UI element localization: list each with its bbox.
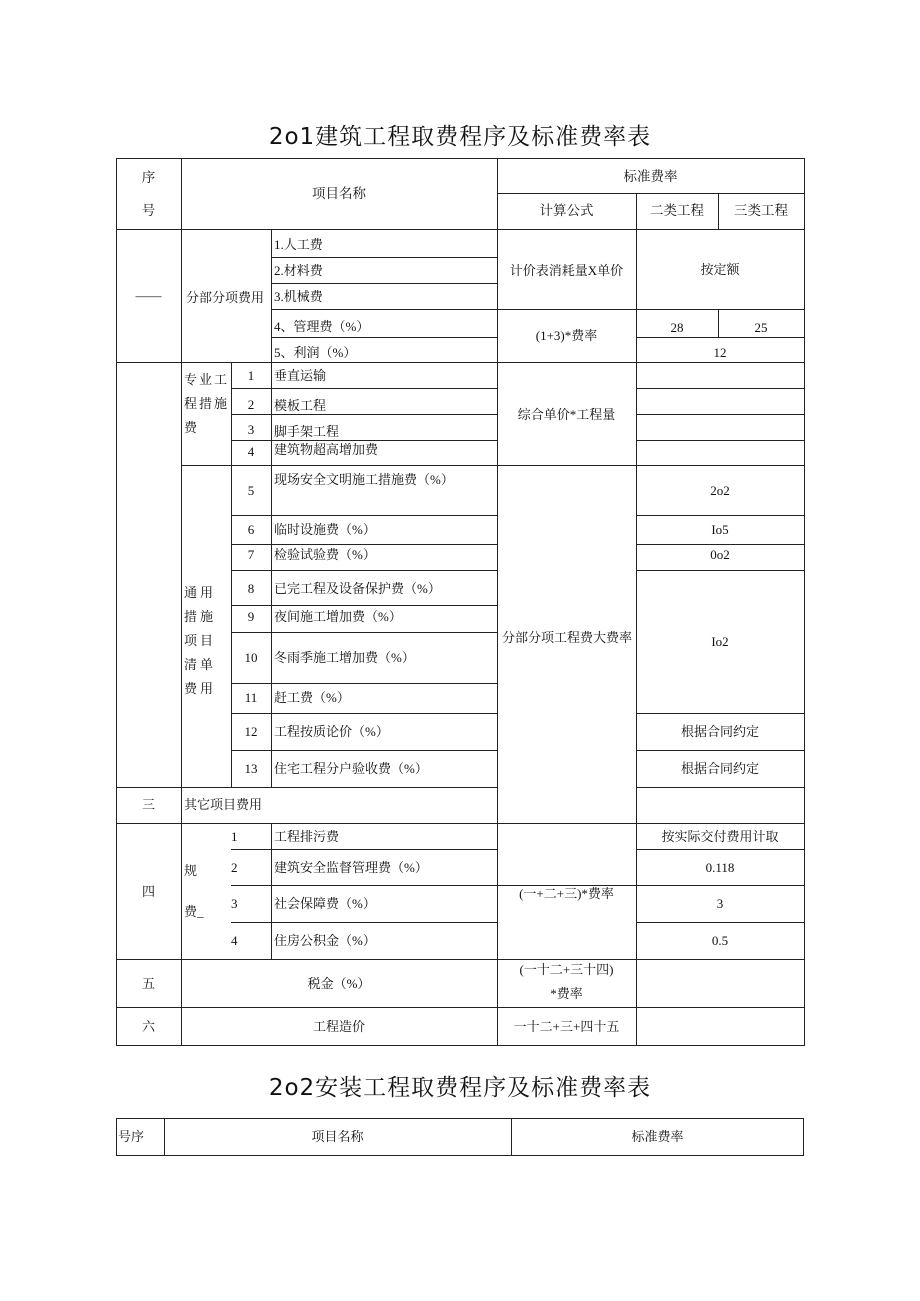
row13-no: 13 [244,761,258,776]
section1-formula-a: 计价表消耗量X单价 [509,263,624,278]
header-formula: 计算公式 [539,203,594,219]
section3-name: 其它项目费用 [184,797,263,812]
s4-row2-no: 2 [231,860,238,875]
row4-no: 4 [247,444,255,459]
section5-formula-line1: (一十二+三十四) [519,962,614,977]
section2-group-a: 专业工程措施费 [184,372,230,435]
row8-name: 已完工程及设备保护费（%） [274,581,441,596]
section5-formula-line2: *费率 [550,986,583,1001]
section1-item-mgmt: 4、管理费（%） [274,319,370,334]
s4-row3-rate: 3 [716,896,724,911]
header-seq-line1: 序 [141,170,156,186]
row5-name: 现场安全文明施工措施费（%） [274,472,454,487]
row5-no: 5 [247,483,255,498]
row4-name: 建筑物超高增加费 [274,442,379,457]
header-std-rate: 标准费率 [623,169,678,185]
row12-name: 工程按质论价（%） [274,724,389,739]
s4-row2-name: 建筑安全监督管理费（%） [274,860,428,875]
s4-row3-no: 3 [231,896,238,911]
table2-std-rate: 标准费率 [631,1129,684,1144]
row13-name: 住宅工程分户验收费（%） [274,761,428,776]
row8-no: 8 [247,581,255,596]
row6-no: 6 [247,522,255,537]
row11-name: 赶工费（%） [274,690,350,705]
section2-formula-a: 综合单价*工程量 [517,407,616,422]
header-item-name: 项目名称 [312,186,366,202]
table2-seq: 号序 [118,1129,145,1144]
s4-row4-name: 住房公积金（%） [274,933,376,948]
section1-mgmt-class2: 28 [670,320,684,335]
row11-no: 11 [244,690,258,705]
section1-item-labor: 1.人工费 [274,237,323,252]
section1-seq: —— [135,288,162,303]
section1-profit: 12 [713,345,727,360]
section1-formula-b: (1+3)*费率 [535,328,598,343]
row2-name: 模板工程 [274,398,327,413]
row1-name: 垂直运输 [274,368,327,383]
s4-row2-rate: 0.118 [705,860,735,875]
row12-rate: 根据合同约定 [680,724,759,739]
row6-rate: Io5 [711,522,729,537]
row5-rate: 2o2 [710,483,730,498]
row7-rate: 0o2 [710,547,730,562]
section3-seq: 三 [141,797,155,812]
row3-no: 3 [247,422,255,437]
header-class3: 三类工程 [734,203,788,219]
section4-formula: (一+二+三)*费率 [519,886,614,901]
s4-row4-no: 4 [231,933,238,948]
rows8-11-rate: Io2 [711,634,729,649]
section5-seq: 五 [141,976,155,991]
row2-no: 2 [247,397,255,412]
row12-no: 12 [244,724,258,739]
row10-name: 冬雨季施工增加费（%） [274,650,415,665]
section1-mgmt-class3: 25 [754,320,768,335]
section4-group-line2: 费_ [184,904,204,919]
section5-name: 税金（%） [307,976,371,991]
row7-no: 7 [247,547,255,562]
row9-name: 夜间施工增加费（%） [274,609,402,624]
section1-item-profit: 5、利润（%） [274,345,357,360]
row9-no: 9 [247,609,255,624]
table2-item-name: 项目名称 [311,1129,364,1144]
row10-no: 10 [244,650,258,665]
section1-item-machine: 3.机械费 [274,289,323,304]
table2-title: 2o2安装工程取费程序及标准费率表 [268,1075,652,1101]
section1-rate-a: 按定额 [700,262,740,277]
s4-row1-name: 工程排污费 [274,829,340,844]
header-seq-line2: 号 [141,203,156,219]
header-class2: 二类工程 [650,203,704,219]
section1-group: 分部分项费用 [186,290,265,305]
s4-row3-name: 社会保障费（%） [274,896,376,911]
section2-formula-b: 分部分项工程费大费率 [501,630,632,645]
s4-row4-rate: 0.5 [711,933,729,948]
section6-name: 工程造价 [312,1019,365,1034]
row1-no: 1 [247,368,255,383]
section1-item-material: 2.材料费 [274,263,323,278]
section4-seq: 四 [141,884,155,899]
section6-formula: 一十二+三+四十五 [513,1019,620,1034]
section4-group-line1: 规 [184,863,198,878]
s4-row1-rate: 按实际交付费用计取 [661,829,779,844]
row7-name: 检验试验费（%） [274,547,376,562]
section2-group-b: 通用措施项目清单费用 [184,585,217,696]
s4-row1-no: 1 [231,829,238,844]
row13-rate: 根据合同约定 [680,761,759,776]
section6-seq: 六 [141,1019,155,1034]
row3-name: 脚手架工程 [274,424,340,439]
table1-title: 2o1建筑工程取费程序及标准费率表 [268,124,652,150]
row6-name: 临时设施费（%） [274,522,376,537]
